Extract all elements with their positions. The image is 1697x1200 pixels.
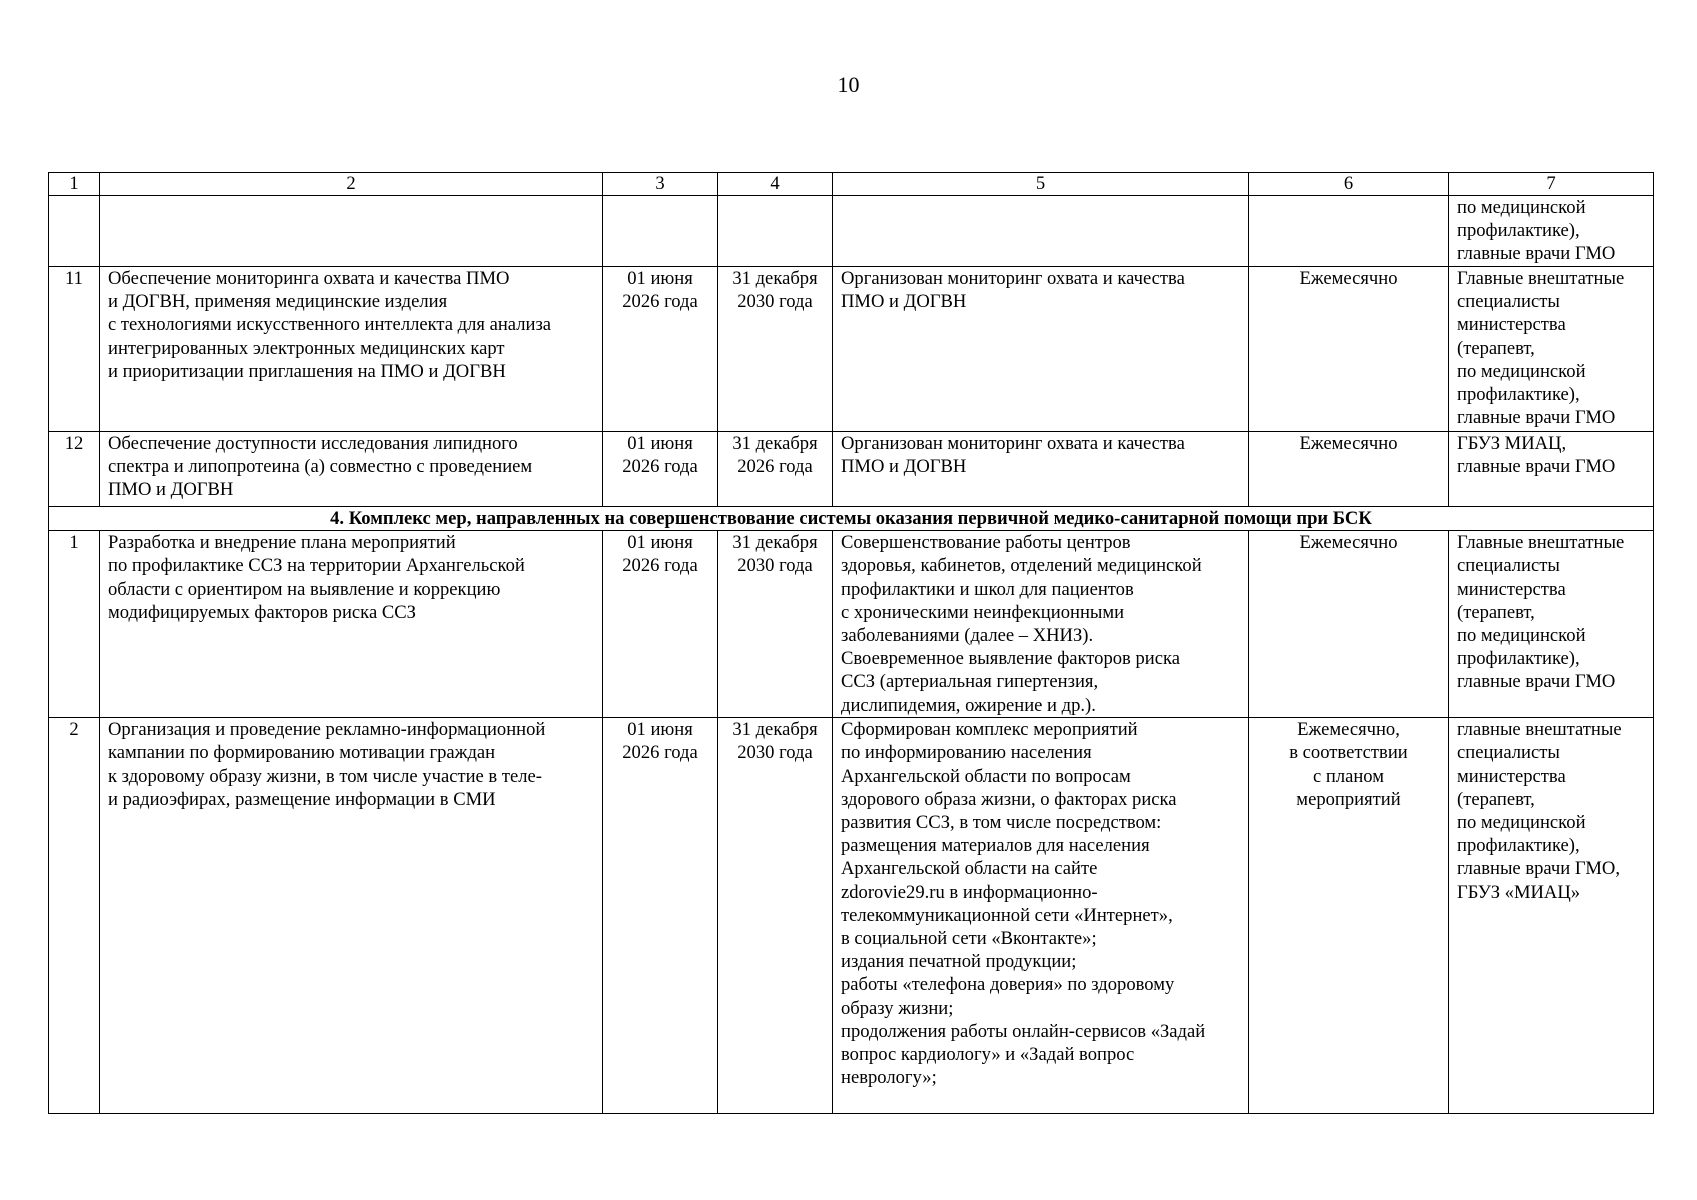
measure-cell: Обеспечение мониторинга охвата и качества ПМО и ДОГВН, применяя медицинские изделия с технологиями искусственного интеллекта для анализа интегрированных электронных медицинских карт и приоритизации приглашения на ПМО и ДОГВН	[100, 267, 603, 432]
column-number: 3	[603, 173, 718, 196]
result-cell	[833, 196, 1249, 267]
end-date-cell: 31 декабря 2030 года	[718, 718, 833, 1114]
measures-table	[48, 172, 1654, 1114]
column-number: 2	[100, 173, 603, 196]
responsible-cell: Главные внештатные специалисты министерства (терапевт, по медицинской профилактике), главные врачи ГМО	[1449, 531, 1654, 718]
row-number-cell: 12	[49, 432, 100, 507]
responsible-cell: по медицинской профилактике), главные врачи ГМО	[1449, 196, 1654, 267]
start-date-cell: 01 июня 2026 года	[603, 432, 718, 507]
start-date-cell: 01 июня 2026 года	[603, 531, 718, 718]
section-title: 4. Комплекс мер, направленных на совершенствование системы оказания первичной медико-санитарной помощи при БСК	[49, 507, 1654, 531]
column-number: 7	[1449, 173, 1654, 196]
responsible-cell: Главные внештатные специалисты министерства (терапевт, по медицинской профилактике), главные врачи ГМО	[1449, 267, 1654, 432]
result-cell: Совершенствование работы центров здоровья, кабинетов, отделений медицинской профилактики и школ для пациентов с хроническими неинфекционными заболеваниями (далее – ХНИЗ). Своевременное выявление факторов риска ССЗ (артериальная гипертензия, дислипидемия, ожирение и др.).	[833, 531, 1249, 718]
end-date-cell: 31 декабря 2026 года	[718, 432, 833, 507]
row-number-cell: 1	[49, 531, 100, 718]
column-number-header-row	[49, 173, 1654, 196]
measure-cell: Обеспечение доступности исследования липидного спектра и липопротеина (а) совместно с проведением ПМО и ДОГВН	[100, 432, 603, 507]
end-date-cell: 31 декабря 2030 года	[718, 531, 833, 718]
table-row	[49, 432, 1654, 507]
responsible-cell: главные внештатные специалисты министерства (терапевт, по медицинской профилактике), главные врачи ГМО, ГБУЗ «МИАЦ»	[1449, 718, 1654, 1114]
column-number: 1	[49, 173, 100, 196]
frequency-cell: Ежемесячно	[1249, 432, 1449, 507]
row-number-cell	[49, 196, 100, 267]
table-row	[49, 267, 1654, 432]
result-cell: Организован мониторинг охвата и качества ПМО и ДОГВН	[833, 267, 1249, 432]
end-date-cell	[718, 196, 833, 267]
end-date-cell: 31 декабря 2030 года	[718, 267, 833, 432]
column-number: 6	[1249, 173, 1449, 196]
start-date-cell: 01 июня 2026 года	[603, 718, 718, 1114]
measure-cell	[100, 196, 603, 267]
row-number-cell: 2	[49, 718, 100, 1114]
table-row-continuation	[49, 196, 1654, 267]
measure-cell: Организация и проведение рекламно-информационной кампании по формированию мотивации граждан к здоровому образу жизни, в том числе участие в теле- и радиоэфирах, размещение информации в СМИ	[100, 718, 603, 1114]
row-number-cell: 11	[49, 267, 100, 432]
start-date-cell: 01 июня 2026 года	[603, 267, 718, 432]
frequency-cell	[1249, 196, 1449, 267]
page-number: 10	[837, 72, 860, 97]
responsible-cell: ГБУЗ МИАЦ, главные врачи ГМО	[1449, 432, 1654, 507]
frequency-cell: Ежемесячно	[1249, 531, 1449, 718]
table-row	[49, 718, 1654, 1114]
column-number: 4	[718, 173, 833, 196]
result-cell: Сформирован комплекс мероприятий по информированию населения Архангельской области по вопросам здорового образа жизни, о факторах риска развития ССЗ, в том числе посредством: размещения материалов для населения Архангельской области на сайте zdorovie29.ru в информационно- телекоммуникационной сети «Интернет», в социальной сети «Вконтакте»; издания печатной продукции; работы «телефона доверия» по здоровому образу жизни; продолжения работы онлайн-сервисов «Задай вопрос кардиологу» и «Задай вопрос неврологу»;	[833, 718, 1249, 1114]
column-number: 5	[833, 173, 1249, 196]
start-date-cell	[603, 196, 718, 267]
frequency-cell: Ежемесячно	[1249, 267, 1449, 432]
result-cell: Организован мониторинг охвата и качества ПМО и ДОГВН	[833, 432, 1249, 507]
section-header-row	[49, 507, 1654, 531]
table-row	[49, 531, 1654, 718]
measure-cell: Разработка и внедрение плана мероприятий по профилактике ССЗ на территории Архангельской области с ориентиром на выявление и коррекцию модифицируемых факторов риска ССЗ	[100, 531, 603, 718]
frequency-cell: Ежемесячно, в соответствии с планом мероприятий	[1249, 718, 1449, 1114]
